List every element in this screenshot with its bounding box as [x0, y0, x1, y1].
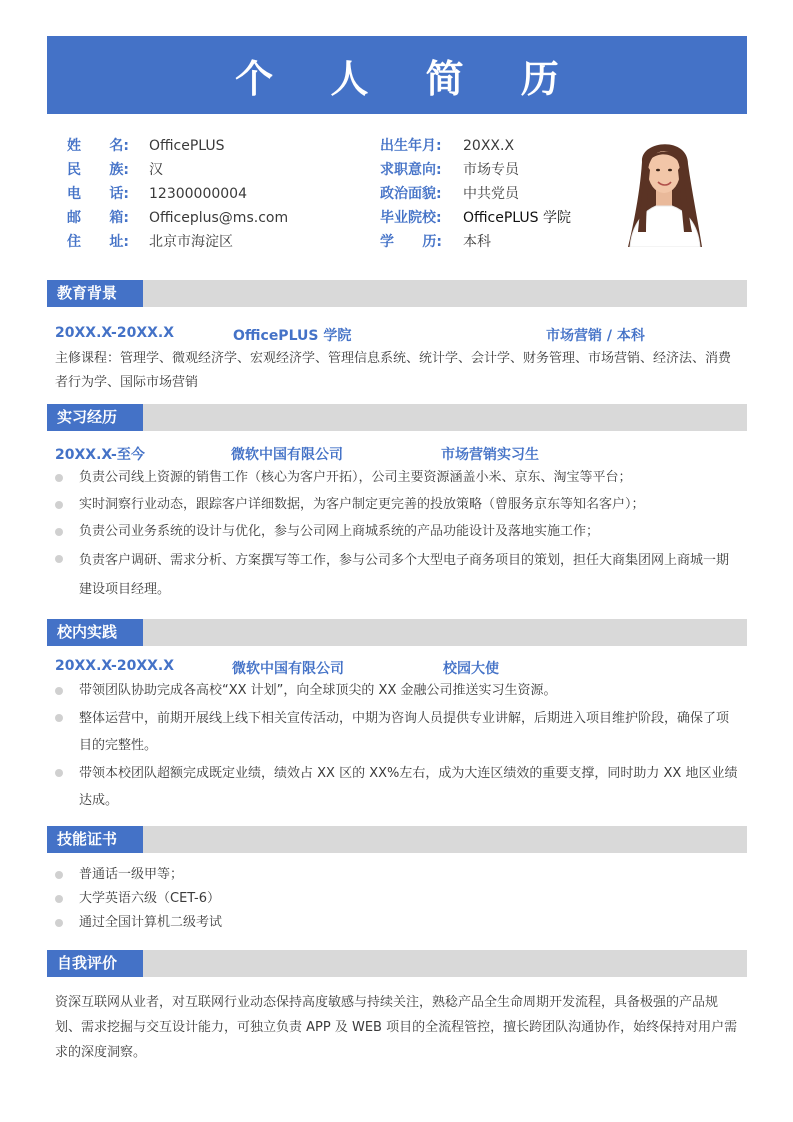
list-item-text: 大学英语六级（CET-6） — [79, 891, 221, 906]
info-value: 汉 — [149, 162, 163, 178]
info-label-char: 政治面貌: — [380, 186, 442, 202]
section-title: 实习经历 — [47, 404, 143, 431]
campus-company: 微软中国有限公司 — [232, 661, 344, 677]
bullet-dot-icon — [55, 871, 63, 879]
bullet-dot-icon — [55, 895, 63, 903]
internship-company: 微软中国有限公司 — [231, 447, 343, 463]
info-value: OfficePLUS — [149, 138, 225, 154]
education-date: 20XX.X-20XX.X — [55, 325, 175, 341]
info-label-char: 历: — [422, 234, 442, 250]
section-self-header — [47, 950, 747, 977]
info-label-char: 出生年月: — [380, 138, 442, 154]
section-campus-header — [47, 619, 747, 646]
internship-date: 20XX.X-至今 — [55, 447, 145, 463]
section-education-header — [47, 280, 747, 307]
resume-title: 个 人 简 历 — [47, 36, 747, 114]
bullet-dot-icon — [55, 714, 63, 722]
info-label-char: 民 — [67, 162, 81, 178]
profile-photo — [612, 132, 716, 247]
list-item-text: 实时洞察行业动态，跟踪客户详细数据，为客户制定更完善的投放策略（曾服务京东等知名客户）； — [79, 497, 645, 512]
list-item-text: 负责客户调研、需求分析、方案撰写等工作，参与公司多个大型电子商务项目的策划，担任大商集团网上商城一期建设项目经理。 — [79, 553, 730, 597]
person-portrait-icon — [612, 132, 716, 247]
info-value: 市场专员 — [463, 162, 519, 178]
info-value: 12300000004 — [149, 186, 247, 202]
education-school: OfficePLUS 学院 — [233, 328, 352, 344]
info-label-char: 住 — [67, 234, 81, 250]
info-objective — [380, 160, 610, 180]
info-label-char: 求职意向: — [380, 162, 442, 178]
info-label-char: 址: — [109, 234, 129, 250]
info-value: OfficePLUS 学院 — [463, 210, 571, 226]
list-item-text: 负责公司线上资源的销售工作（核心为客户开拓），公司主要资源涵盖小米、京东、淘宝等平台； — [79, 470, 632, 485]
section-title: 自我评价 — [47, 950, 143, 977]
info-label-char: 箱: — [109, 210, 129, 226]
info-label-char: 电 — [67, 186, 81, 202]
internship-role: 市场营销实习生 — [441, 447, 539, 463]
info-value: 20XX.X — [463, 138, 515, 154]
info-label-char: 邮 — [67, 210, 81, 226]
section-title: 教育背景 — [47, 280, 143, 307]
bullet-dot-icon — [55, 687, 63, 695]
info-value: 本科 — [463, 234, 491, 250]
list-item-text: 负责公司业务系统的设计与优化，参与公司网上商城系统的产品功能设计及落地实施工作； — [79, 524, 600, 539]
info-email — [67, 208, 327, 228]
info-label-char: 族: — [109, 162, 129, 178]
info-label-char: 毕业院校: — [380, 210, 442, 226]
campus-role: 校园大使 — [443, 661, 499, 677]
list-item-text: 带领本校团队超额完成既定业绩，绩效占 XX 区的 XX%左右，成为大连区绩效的重要支撑，同时助力 XX 地区业绩达成。 — [79, 766, 738, 808]
section-title: 校内实践 — [47, 619, 143, 646]
info-ethnicity — [67, 160, 327, 180]
info-school — [380, 208, 610, 228]
info-value: 中共党员 — [463, 186, 519, 202]
bullet-dot-icon — [55, 474, 63, 482]
bullet-dot-icon — [55, 919, 63, 927]
bullet-dot-icon — [55, 555, 63, 563]
info-label-char: 姓 — [67, 138, 81, 154]
info-value: 北京市海淀区 — [149, 234, 233, 250]
bullet-dot-icon — [55, 501, 63, 509]
list-item-text: 普通话一级甲等； — [79, 867, 184, 882]
info-name — [67, 136, 327, 156]
section-skills-header — [47, 826, 747, 853]
bullet-dot-icon — [55, 528, 63, 536]
info-label-char: 学 — [380, 234, 394, 250]
list-item-text: 整体运营中，前期开展线上线下相关宣传活动，中期为咨询人员提供专业讲解，后期进入项目维护阶段，确保了项目的完整性。 — [79, 711, 730, 753]
info-birth — [380, 136, 610, 156]
education-major: 市场营销 / 本科 — [546, 328, 645, 344]
info-label-char: 话: — [109, 186, 129, 202]
list-item-text: 通过全国计算机二级考试 — [79, 915, 223, 930]
campus-date: 20XX.X-20XX.X — [55, 658, 175, 674]
info-degree — [380, 232, 610, 252]
info-address — [67, 232, 327, 252]
self-evaluation-text: 资深互联网从业者，对互联网行业动态保持高度敏感与持续关注，熟稔产品全生命周期开发流程，具备极强的产品规划、需求挖掘与交互设计能力，可独立负责 APP 及 WEB 项目的全流程管控，擅长跨团队沟通协作，始终保持对用户需求的深度洞察。 — [55, 995, 738, 1060]
education-courses: 主修课程：管理学、微观经济学、宏观经济学、管理信息系统、统计学、会计学、财务管理、市场营销、经济法、消费者行为学、国际市场营销 — [55, 351, 732, 390]
info-label-char: 名: — [109, 138, 129, 154]
info-phone — [67, 184, 327, 204]
info-value: Officeplus@ms.com — [149, 210, 289, 226]
section-title: 技能证书 — [47, 826, 143, 853]
list-item-text: 带领团队协助完成各高校“XX 计划”，向全球顶尖的 XX 金融公司推送实习生资源。 — [79, 683, 557, 698]
info-political — [380, 184, 610, 204]
section-internship-header — [47, 404, 747, 431]
bullet-dot-icon — [55, 769, 63, 777]
